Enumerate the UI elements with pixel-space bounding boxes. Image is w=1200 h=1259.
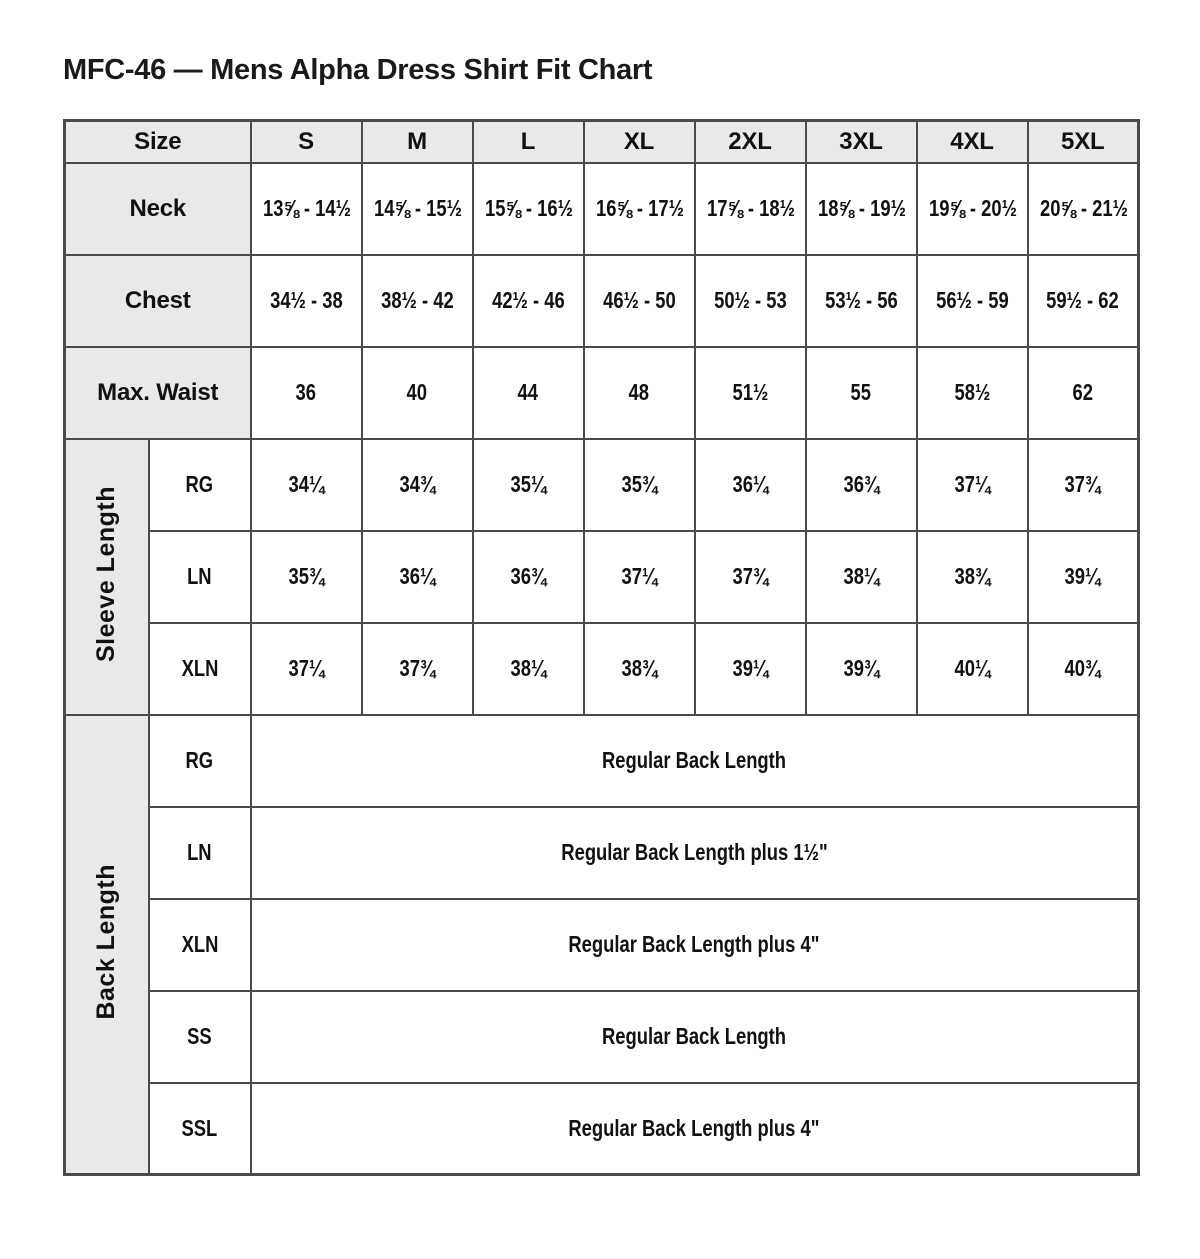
max-waist-value (1028, 347, 1139, 439)
page-title: MFC-46 — Mens Alpha Dress Shirt Fit Chart (63, 54, 653, 86)
sleeve-ln-value (1028, 531, 1139, 623)
chest-value-text: 56½ - 59 (935, 287, 1009, 313)
size-col-header: 2XL (695, 121, 806, 163)
size-col-header: L (473, 121, 584, 163)
back-ln-code (149, 807, 251, 899)
sleeve-ln-value-text: 38¼ (843, 563, 879, 589)
back-rg-row (65, 715, 1139, 807)
sleeve-rg-value-text: 37¾ (1064, 471, 1101, 497)
chest-value (917, 255, 1028, 347)
back-xln-description (251, 899, 1139, 991)
size-col-header: XL (584, 121, 695, 163)
sleeve-rg-value (1028, 439, 1139, 531)
back-ss-row (65, 991, 1139, 1083)
back-length-section-label (65, 715, 149, 1175)
sleeve-xln-value (362, 623, 473, 715)
sleeve-xln-value (917, 623, 1028, 715)
sleeve-rg-code (149, 439, 251, 531)
neck-value-text: 17⅝ - 18½ (706, 195, 795, 221)
sleeve-xln-value (1028, 623, 1139, 715)
sleeve-ln-value (584, 531, 695, 623)
back-ln-code-text: LN (187, 839, 212, 865)
back-ss-description (251, 991, 1139, 1083)
neck-value (473, 163, 584, 255)
chest-value-text: 50½ - 53 (713, 287, 787, 313)
neck-value (695, 163, 806, 255)
back-rg-code-text: RG (185, 747, 214, 773)
sleeve-ln-value-text: 37¼ (621, 563, 657, 589)
sleeve-rg-value (251, 439, 362, 531)
sleeve-ln-value-text: 36¼ (399, 563, 435, 589)
chest-value-text: 46½ - 50 (602, 287, 676, 313)
back-ln-row (65, 807, 1139, 899)
size-header-cell: Size (65, 121, 251, 163)
back-xln-description-text: Regular Back Length plus 4" (568, 931, 820, 957)
neck-value-text: 19⅝ - 20½ (928, 195, 1017, 221)
header-row (65, 121, 1139, 163)
max-waist-value-text: 36 (295, 379, 317, 405)
sleeve-ln-value-text: 36¾ (510, 563, 546, 589)
sleeve-rg-code-text: RG (185, 471, 214, 497)
chest-value (251, 255, 362, 347)
chest-value-text: 53½ - 56 (824, 287, 898, 313)
sleeve-rg-value (695, 439, 806, 531)
neck-value-text: 13⅝ - 14½ (262, 195, 351, 221)
back-rg-description-text: Regular Back Length (602, 747, 787, 773)
chest-value-text: 34½ - 38 (269, 287, 343, 313)
max-waist-value (362, 347, 473, 439)
max-waist-value (806, 347, 917, 439)
sleeve-ln-value-text: 39¼ (1064, 563, 1101, 589)
neck-value-text: 18⅝ - 19½ (817, 195, 906, 221)
max-waist-value (251, 347, 362, 439)
sleeve-ln-value (362, 531, 473, 623)
max-waist-value-text: 51½ (732, 379, 768, 405)
sleeve-xln-value-text: 39¾ (843, 655, 879, 681)
sleeve-xln-code-text: XLN (181, 655, 218, 681)
sleeve-rg-value-text: 36¼ (732, 471, 768, 497)
back-ss-code-text: SS (187, 1023, 212, 1049)
neck-value (584, 163, 695, 255)
max-waist-value-text: 58½ (954, 379, 990, 405)
neck-value-text: 16⅝ - 17½ (595, 195, 684, 221)
back-rg-code (149, 715, 251, 807)
max-waist-value-text: 44 (517, 379, 539, 405)
size-col-header: M (362, 121, 473, 163)
neck-row-label: Neck (65, 163, 251, 255)
back-ssl-code (149, 1083, 251, 1175)
max-waist-value-text: 40 (406, 379, 428, 405)
sleeve-xln-value (473, 623, 584, 715)
back-xln-code-text: XLN (181, 931, 218, 957)
chest-value-text: 42½ - 46 (491, 287, 565, 313)
sleeve-ln-value (473, 531, 584, 623)
back-ln-description-text: Regular Back Length plus 1½" (561, 839, 828, 865)
size-col-header: S (251, 121, 362, 163)
sleeve-xln-value-text: 37¼ (288, 655, 324, 681)
back-ssl-description (251, 1083, 1139, 1175)
sleeve-rg-value (473, 439, 584, 531)
back-xln-row (65, 899, 1139, 991)
max-waist-value (917, 347, 1028, 439)
sleeve-ln-value (695, 531, 806, 623)
sleeve-length-section-label (65, 439, 149, 715)
back-rg-description (251, 715, 1139, 807)
back-length-label-text: Back Length (92, 863, 121, 1020)
chest-row (65, 255, 1139, 347)
max-waist-value (695, 347, 806, 439)
neck-value (362, 163, 473, 255)
back-ln-description (251, 807, 1139, 899)
size-col-header: 5XL (1028, 121, 1139, 163)
chest-value (806, 255, 917, 347)
back-ss-code (149, 991, 251, 1083)
sleeve-ln-value (251, 531, 362, 623)
sleeve-ln-code (149, 531, 251, 623)
max-waist-value-text: 48 (628, 379, 650, 405)
max-waist-row (65, 347, 1139, 439)
sleeve-ln-value (917, 531, 1028, 623)
sleeve-xln-value-text: 37¾ (399, 655, 435, 681)
max-waist-value-text: 62 (1072, 379, 1094, 405)
sleeve-xln-value-text: 38¾ (621, 655, 657, 681)
sleeve-rg-value (584, 439, 695, 531)
sleeve-rg-value (806, 439, 917, 531)
sleeve-xln-value-text: 40¾ (1064, 655, 1101, 681)
sleeve-xln-value (584, 623, 695, 715)
sleeve-rg-value-text: 36¾ (843, 471, 879, 497)
neck-value-text: 15⅝ - 16½ (484, 195, 573, 221)
chest-value (584, 255, 695, 347)
sleeve-rg-value-text: 37¼ (954, 471, 990, 497)
sleeve-xln-value (695, 623, 806, 715)
sleeve-ln-value-text: 37¾ (732, 563, 768, 589)
max-waist-value-text: 55 (850, 379, 872, 405)
sleeve-xln-value (806, 623, 917, 715)
max-waist-row-label: Max. Waist (65, 347, 251, 439)
sleeve-length-label-text: Sleeve Length (92, 486, 121, 662)
back-ssl-row (65, 1083, 1139, 1175)
sleeve-rg-value-text: 35¾ (621, 471, 657, 497)
back-xln-code (149, 899, 251, 991)
back-ssl-code-text: SSL (181, 1114, 218, 1141)
sleeve-ln-value-text: 35¾ (288, 563, 324, 589)
size-col-header: 4XL (917, 121, 1028, 163)
max-waist-value (473, 347, 584, 439)
back-ssl-description-text: Regular Back Length plus 4" (568, 1114, 820, 1141)
chest-value (362, 255, 473, 347)
neck-value (251, 163, 362, 255)
sleeve-xln-code (149, 623, 251, 715)
max-waist-value (584, 347, 695, 439)
chest-value (695, 255, 806, 347)
neck-value-text: 20⅝ - 21½ (1039, 195, 1128, 221)
neck-row (65, 163, 1139, 255)
sleeve-rg-value-text: 34¼ (288, 471, 324, 497)
chest-row-label: Chest (65, 255, 251, 347)
chest-value-text: 38½ - 42 (380, 287, 454, 313)
size-col-header: 3XL (806, 121, 917, 163)
chest-value-text: 59½ - 62 (1046, 287, 1120, 313)
chest-value (473, 255, 584, 347)
sleeve-xln-value-text: 38¼ (510, 655, 546, 681)
fit-chart-table (63, 119, 1140, 1176)
neck-value (806, 163, 917, 255)
sleeve-rg-value (917, 439, 1028, 531)
sleeve-xln-row (65, 623, 1139, 715)
sleeve-xln-value (251, 623, 362, 715)
neck-value (1028, 163, 1139, 255)
sleeve-rg-value-text: 35¼ (510, 471, 546, 497)
chest-value (1028, 255, 1139, 347)
back-ss-description-text: Regular Back Length (602, 1023, 787, 1049)
sleeve-xln-value-text: 39¼ (732, 655, 768, 681)
sleeve-ln-row (65, 531, 1139, 623)
neck-value-text: 14⅝ - 15½ (373, 195, 462, 221)
sleeve-rg-row (65, 439, 1139, 531)
sleeve-ln-value (806, 531, 917, 623)
neck-value (917, 163, 1028, 255)
sleeve-ln-code-text: LN (187, 563, 212, 589)
sleeve-xln-value-text: 40¼ (954, 655, 990, 681)
sleeve-ln-value-text: 38¾ (954, 563, 990, 589)
sleeve-rg-value (362, 439, 473, 531)
sleeve-rg-value-text: 34¾ (399, 471, 435, 497)
